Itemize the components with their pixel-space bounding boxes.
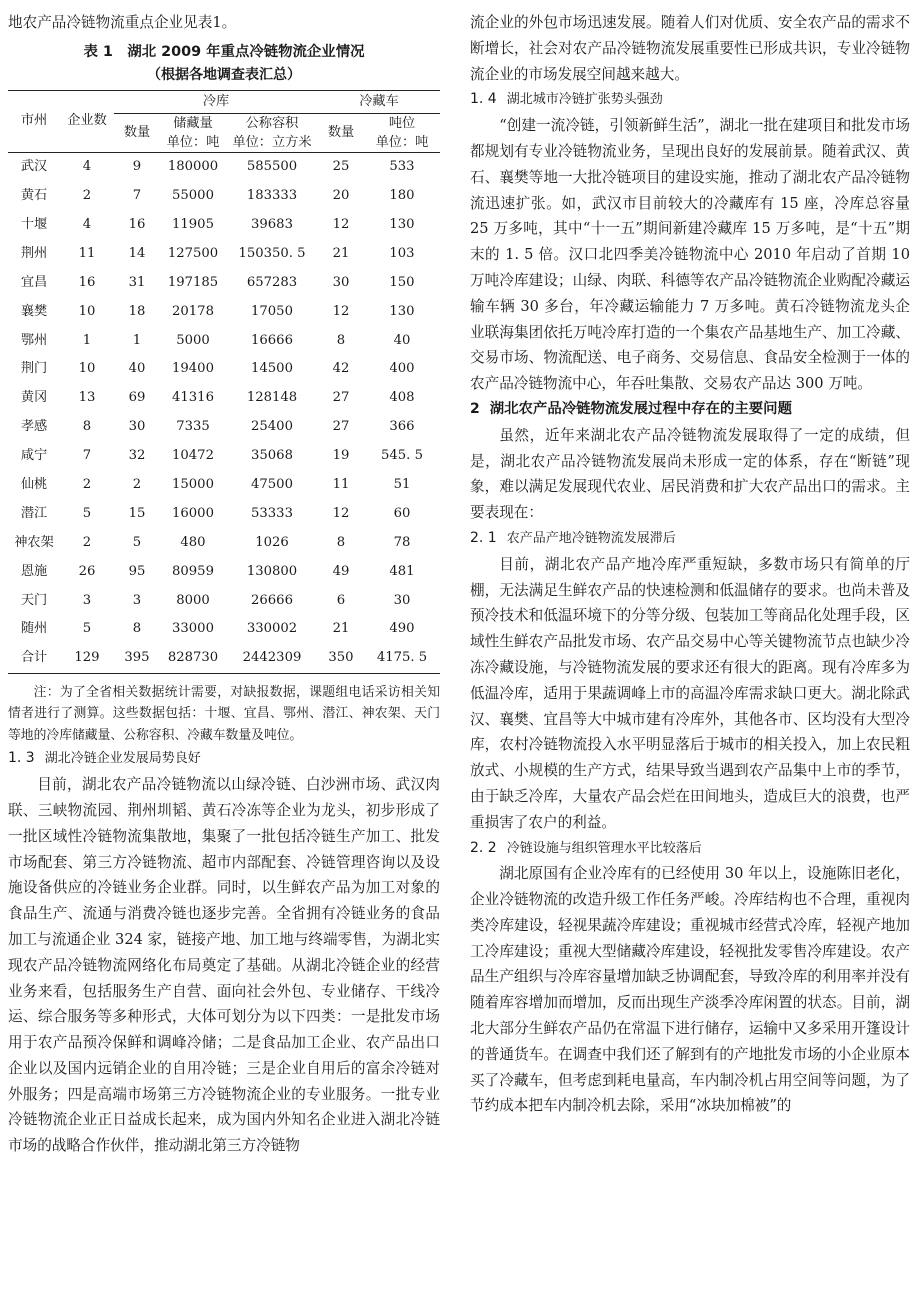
table-row [8, 586, 440, 615]
table-cell: 19400 [172, 361, 214, 377]
table-cell: 4175. 5 [376, 650, 428, 666]
table-cell: 8 [82, 419, 92, 435]
table-body [8, 152, 440, 673]
col-capacity: 储藏量 单位：吨 [166, 115, 220, 150]
table-cell: 39683 [251, 217, 293, 233]
table-row [8, 268, 440, 297]
table-row [8, 384, 440, 413]
table-cell: 15000 [172, 477, 214, 493]
col-group-reefer: 冷藏车 [318, 90, 440, 113]
table-cell: 4 [82, 217, 92, 233]
table-row [8, 239, 440, 268]
section-1-3-heading [8, 746, 440, 772]
section-title: 湖北农产品冷链物流发展过程中存在的主要问题 [489, 400, 792, 417]
table-cell: 27 [332, 390, 350, 406]
table-cell: 350 [328, 650, 354, 666]
table-cell: 天门 [20, 592, 48, 608]
table-total-row [8, 644, 440, 673]
table-cell: 27 [332, 419, 350, 435]
table-cell: 26666 [251, 592, 293, 608]
table-cell: 3 [82, 592, 92, 608]
table-cell: 5 [82, 621, 92, 637]
table-cell: 9 [132, 159, 142, 175]
table-cell: 828730 [167, 650, 219, 666]
table-row [8, 528, 440, 557]
table-cell: 40 [128, 361, 146, 377]
table-cell: 1026 [255, 534, 289, 550]
section-number: 2 [470, 400, 480, 417]
table-cell: 657283 [246, 274, 298, 290]
table-cell: 129 [74, 650, 100, 666]
section-2-2-heading [470, 836, 910, 862]
section-2-heading [470, 397, 910, 423]
table-cell: 103 [389, 245, 415, 261]
table-cell: 16 [128, 217, 146, 233]
table-cell: 30 [393, 592, 411, 608]
intro-line: 地农产品冷链物流重点企业见表1。 [8, 14, 237, 31]
table-row [8, 326, 440, 355]
table-cell: 潜江 [20, 505, 48, 521]
table-cell: 12 [332, 217, 350, 233]
table-cell: 4 [82, 159, 92, 175]
table-cell: 180 [389, 188, 415, 204]
table-cell: 150350. 5 [238, 245, 306, 261]
table-row [8, 557, 440, 586]
table-cell: 6 [336, 592, 346, 608]
table-cell: 11 [78, 245, 96, 261]
table-note: 注：为了全省相关数据统计需要，对缺报数据，课题组电话采访相关知情者进行了测算。这些数据包括：十堰、宜昌、鄂州、潜江、神农架、天门等地的冷库储藏量、公称容积、冷藏车数量及吨位。 [8, 684, 440, 743]
table-cell: 荆门 [20, 361, 48, 377]
table-cell: 16000 [172, 505, 214, 521]
section-1-3-body: 目前，湖北农产品冷链物流以山绿冷链、白沙洲市场、武汉肉联、三峡物流园、荆州圳韬、黄石冷冻等企业为龙头，初步形成了一批区域性冷链物流集散地，集聚了一批包括冷链生产加工、批发市场配套、第三方冷链物流、超市内部配套、冷链管理咨询以及设施设备供应的冷链业务企业群。同时，以生鲜农产品为加工对象的食品生产、流通与消费冷链也逐步完善。全省拥有冷链业务的食品加工与流通企业 324 家，链接产地、加工地与终端零售，为湖北实现农产品冷链物流网络化布局奠定了基础。从湖北冷链企业的经营业务来看，包括服务生产自营、面向社会外包、专业储存、干线冷运、综合服务等多种形式，大体可划分为以下四类：一是批发市场用于农产品预冷保鲜和调峰冷储；二是食品加工企业、农产品出口企业以及国内远销企业的自用冷链；三是企业自用后的富余冷链对外服务；四是高端市场第三方冷链物流企业的专业服务。一批专业冷链物流企业正日益成长起来，成为国内外知名企业进入湖北冷链市场的战略合作伙伴，推动湖北第三方冷链物 [8, 776, 440, 1155]
table-caption: 表 1 湖北 2009 年重点冷链物流企业情况 [83, 43, 365, 60]
table-cell: 42 [332, 361, 350, 377]
table-cell: 197185 [167, 274, 219, 290]
table-row [8, 211, 440, 240]
table-cell: 183333 [246, 188, 298, 204]
table-cell: 襄樊 [20, 303, 48, 319]
table-cell: 11905 [172, 217, 214, 233]
table-cell: 533 [389, 159, 415, 175]
table-row [8, 152, 440, 181]
table-cell: 130 [389, 303, 415, 319]
table-row [8, 297, 440, 326]
table-cell: 18 [128, 303, 146, 319]
section-number: 2. 2 [470, 839, 497, 856]
table-cell: 128148 [246, 390, 298, 406]
table-cell: 孝感 [20, 419, 48, 435]
section-title: 农产品产地冷链物流发展滞后 [506, 530, 676, 546]
table-cell: 40 [393, 332, 411, 348]
table-cell: 黄冈 [20, 390, 48, 406]
section-1-4-body: “创建一流冷链，引领新鲜生活”，湖北一批在建项目和批发市场都规划有专业冷链物流业务，呈现出良好的发展前景。随着武汉、黄石、襄樊等地一大批冷链项目的建设实施，推动了湖北农产品冷链物流迅速扩张。如，武汉市目前较大的冷藏库有 15 座，冷库总容量 25 万多吨，其中“十一五”期间新建冷藏库 15 万多吨，是“十五”期末的 1. 5 倍。汉口北四季美冷链物流中心 2010 年启动了首期 10 万吨冷库建设；山绿、肉联、科德等农产品冷链物流企业购配冷藏运输车辆 30 多台，年冷藏运输能力 7 万多吨。黄石冷链物流龙头企业联海集团依托万吨冷库打造的一个集农产品基地生产、加工冷藏、交易市场、物流配送、电子商务、交易信息、食品安全检测于一体的农产品冷链物流中心，年吞吐集散、交易农产品达 300 万吨。 [470, 117, 910, 393]
section-title: 湖北城市冷链扩张势头强劲 [506, 92, 663, 108]
table-cell: 武汉 [20, 159, 48, 175]
table-cell: 12 [332, 505, 350, 521]
table-cell: 8 [132, 621, 142, 637]
table-cell: 60 [393, 505, 411, 521]
left-column [8, 10, 440, 1159]
table-cell: 14500 [251, 361, 293, 377]
section-number: 1. 3 [8, 750, 35, 767]
table-cell: 8000 [176, 592, 210, 608]
section-2-body: 虽然，近年来湖北农产品冷链物流发展取得了一定的成绩，但是，湖北农产品冷链物流发展尚未形成一定的体系，存在“断链”现象，难以满足发展现代农业、居民消费和扩大农产品出口的需求。主要表现在： [470, 426, 910, 522]
table-cell: 25 [332, 159, 350, 175]
table-cell: 十堰 [20, 217, 48, 233]
table-cell: 480 [180, 534, 206, 550]
table-cell: 8 [336, 534, 346, 550]
col-storage-qty: 数量 [123, 125, 151, 141]
table-cell: 16666 [251, 332, 293, 348]
table-cell: 17050 [251, 303, 293, 319]
table-cell: 2 [82, 477, 92, 493]
section-title: 湖北冷链企业发展局势良好 [44, 751, 201, 767]
table-cell: 30 [332, 274, 350, 290]
table-cell: 10472 [172, 448, 214, 464]
table-cell: 127500 [167, 245, 219, 261]
table-row [8, 499, 440, 528]
table-cell: 10 [78, 303, 96, 319]
table-cell: 32 [128, 448, 146, 464]
section-1-4-heading [470, 87, 910, 113]
table-cell: 16 [78, 274, 96, 290]
table-cell: 130800 [246, 563, 298, 579]
table-cell: 481 [389, 563, 415, 579]
section-number: 1. 4 [470, 91, 497, 108]
section-number: 2. 1 [470, 529, 497, 546]
table-cell: 1 [82, 332, 92, 348]
table-cell: 14 [128, 245, 146, 261]
table-cell: 53333 [251, 505, 293, 521]
table-cell: 2 [132, 477, 142, 493]
table-cell: 80959 [172, 563, 214, 579]
table-cell: 5 [132, 534, 142, 550]
table-cell: 黄石 [20, 188, 48, 204]
table-cell: 3 [132, 592, 142, 608]
table-cell: 1 [132, 332, 142, 348]
table-cell: 180000 [167, 159, 219, 175]
col-tonnage: 吨位 单位：吨 [375, 115, 429, 150]
table-cell: 585500 [246, 159, 298, 175]
table-cell: 35068 [251, 448, 293, 464]
table-cell: 11 [332, 477, 350, 493]
table-cell: 5 [82, 505, 92, 521]
table-cell: 12 [332, 303, 350, 319]
table-cell: 2 [82, 534, 92, 550]
table-cell: 13 [78, 390, 96, 406]
table-row [8, 471, 440, 500]
col-volume: 公称容积 单位：立方米 [232, 115, 312, 150]
table-row [8, 615, 440, 644]
table-cell: 8 [336, 332, 346, 348]
table-cell: 咸宁 [20, 448, 48, 464]
table-cell: 69 [128, 390, 146, 406]
table-cell: 20178 [172, 303, 214, 319]
table-cell: 408 [389, 390, 415, 406]
table-cell: 33000 [172, 621, 214, 637]
table-cell: 7 [82, 448, 92, 464]
col-group-cold-storage: 冷库 [114, 90, 318, 113]
table-cell: 30 [128, 419, 146, 435]
table-cell: 545. 5 [381, 448, 423, 464]
table-cell: 55000 [172, 188, 214, 204]
table-cell: 7 [132, 188, 142, 204]
table-cell: 21 [332, 245, 350, 261]
table-cell: 神农架 [14, 534, 54, 550]
table-cell: 鄂州 [20, 332, 48, 348]
table-cell: 78 [393, 534, 411, 550]
continued-paragraph: 流企业的外包市场迅速发展。随着人们对优质、安全农产品的需求不断增长，社会对农产品冷链物流发展重要性已形成共识，专业冷链物流企业的市场发展空间越来越大。 [470, 14, 910, 83]
table-cell: 395 [124, 650, 150, 666]
table-row [8, 413, 440, 442]
table-subcaption: （根据各地调查表汇总） [147, 66, 301, 83]
table-cell: 26 [78, 563, 96, 579]
table-cell: 366 [389, 419, 415, 435]
right-column [470, 10, 910, 1119]
table-cell: 5000 [176, 332, 210, 348]
table-cell: 2442309 [242, 650, 302, 666]
table-cell: 51 [393, 477, 411, 493]
table-cell: 21 [332, 621, 350, 637]
col-count: 企业数 [67, 113, 107, 129]
table-cell: 20 [332, 188, 350, 204]
table-cell: 490 [389, 621, 415, 637]
table-cell: 330002 [246, 621, 298, 637]
section-2-2-body: 湖北原国有企业冷库有的已经使用 30 年以上，设施陈旧老化，企业冷链物流的改造升级工作任务严峻。冷库结构也不合理，重视肉类冷库建设，轻视果蔬冷库建设；重视城市经营式冷库，轻视产地加工冷库建设；重视大型储藏冷库建设，轻视批发零售冷库建设。农产品生产组织与冷库容量增加缺乏协调配套，导致冷库的利用率并没有随着库容增加而增加，反而出现生产淡季冷库闲置的状态。目前，湖北大部分生鲜农产品仍在常温下进行储存，运输中又多采用开篷设计的普通货车。在调查中我们还了解到有的产地批发市场的小企业原本买了冷藏车，但考虑到耗电量高，车内制冷机占用空间等问题，为了节约成本把车内制冷机去除，采用“冰块加棉被”的 [470, 865, 910, 1115]
section-title: 冷链设施与组织管理水平比较落后 [506, 840, 702, 856]
table-cell: 150 [389, 274, 415, 290]
table-cell: 15 [128, 505, 146, 521]
table-cell: 仙桃 [20, 477, 48, 493]
table-cell: 2 [82, 188, 92, 204]
table-cell: 31 [128, 274, 146, 290]
table-cell: 宜昌 [20, 274, 48, 290]
table-row [8, 182, 440, 211]
table-cell: 19 [332, 448, 350, 464]
table-cell: 合计 [20, 650, 48, 666]
cold-chain-table [8, 90, 440, 674]
col-city: 市州 [20, 113, 48, 129]
table-cell: 25400 [251, 419, 293, 435]
table-cell: 7335 [176, 419, 210, 435]
section-2-1-heading [470, 526, 910, 552]
col-reefer-qty: 数量 [327, 125, 355, 141]
table-cell: 400 [389, 361, 415, 377]
table-row [8, 355, 440, 384]
table-cell: 随州 [20, 621, 48, 637]
table-cell: 95 [128, 563, 146, 579]
table-cell: 10 [78, 361, 96, 377]
table-cell: 47500 [251, 477, 293, 493]
table-row [8, 442, 440, 471]
table-cell: 130 [389, 217, 415, 233]
table-cell: 荆州 [20, 245, 48, 261]
table-cell: 恩施 [20, 563, 48, 579]
section-2-1-body: 目前，湖北农产品产地冷库严重短缺，多数市场只有简单的厅棚，无法满足生鲜农产品的快速检测和低温储存的要求。也尚未普及预冷技术和低温环境下的分等分级、包装加工等商品化处理手段，区域性生鲜农产品批发市场、农产品交易中心等关键物流节点也缺少冷冻冷藏设施，与冷链物流发展的要求还有很大的距离。现有冷库多为低温冷库，适用于果蔬调峰上市的高温冷库需求缺口更大。湖北除武汉、襄樊、宜昌等大中城市建有冷库外，其他各市、区均没有大型冷库，农村冷链物流投入水平明显落后于城市的相关投入，加上农民粗放式、小规模的生产方式，结果导致当遇到农产品集中上市的季节，由于缺乏冷库，大量农产品会烂在田间地头，造成巨大的浪费，也严重损害了农户的利益。 [470, 555, 910, 831]
table-cell: 49 [332, 563, 350, 579]
table-cell: 41316 [172, 390, 214, 406]
